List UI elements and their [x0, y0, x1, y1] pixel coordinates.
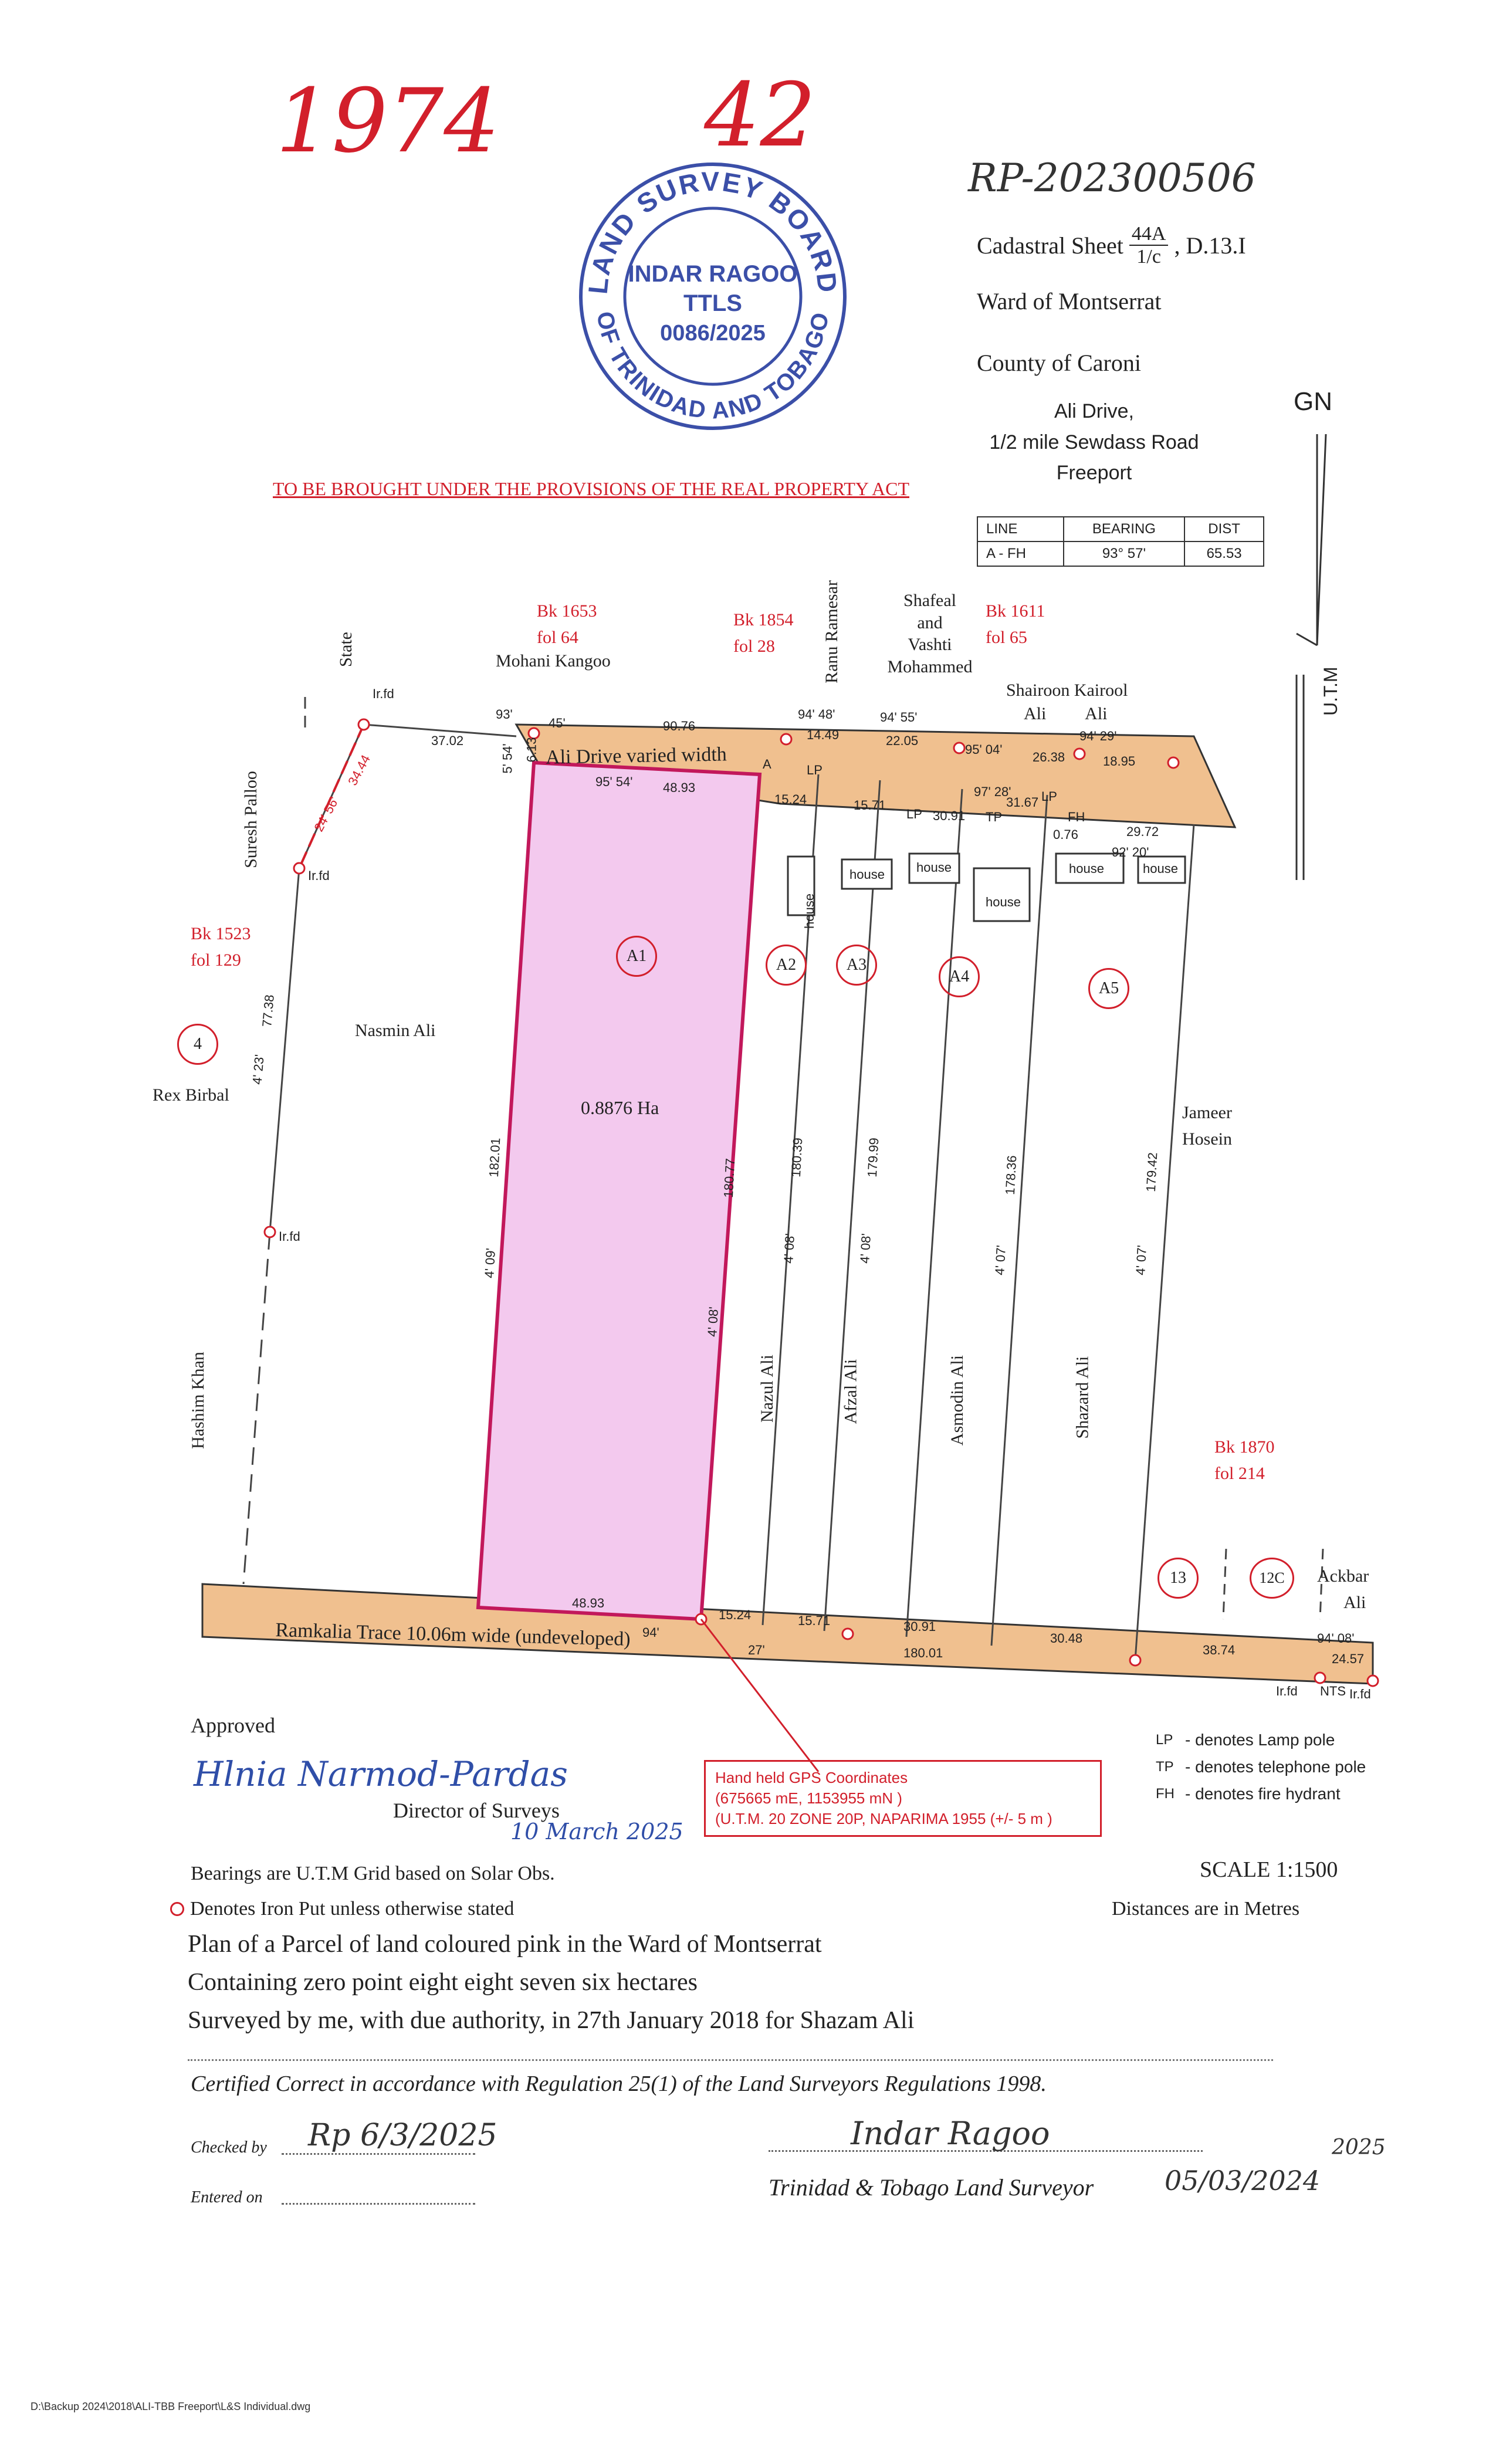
dim-label: 4' 08'	[705, 1306, 721, 1338]
stamp-reg: 0086/2025	[660, 321, 766, 346]
distances-note: Distances are in Metres	[1112, 1898, 1300, 1920]
label-shafeal: and	[917, 612, 943, 632]
dim-label: 45'	[549, 716, 566, 730]
label-asmodin: Asmodin Ali	[947, 1355, 967, 1446]
dim-label: 31.67	[1006, 795, 1039, 810]
dim-label: 77.38	[259, 994, 277, 1028]
dim-label: 95' 54'	[595, 774, 633, 789]
dim-label: 29.72	[1126, 824, 1159, 839]
dim-label: 15.71	[854, 798, 886, 813]
label-shafeal: Mohammed	[887, 656, 973, 676]
dim-label: 93'	[496, 707, 513, 722]
point-a-label: A	[763, 757, 771, 771]
checked-by-signature: Rp 6/3/2025	[308, 2118, 497, 2153]
label-shazard: Shazard Ali	[1072, 1356, 1092, 1439]
bearing-table-cell: A - FH	[977, 541, 1064, 566]
label-bk1870: Bk 1870	[1214, 1437, 1275, 1457]
legend-text: - denotes fire hydrant	[1185, 1785, 1341, 1803]
dim-label: 180.01	[903, 1646, 943, 1660]
label-fol65: fol 65	[986, 628, 1027, 647]
legend-item-telephone-pole	[1156, 1758, 1366, 1776]
dim-label: 14.49	[807, 727, 840, 742]
dim-label: 5' 54'	[500, 743, 515, 774]
dim-label: 24.57	[1332, 1651, 1365, 1666]
label-ackbar: Ackbar	[1317, 1566, 1369, 1586]
parcel-id-a1: A1	[616, 936, 657, 977]
label-fol64: fol 64	[537, 628, 578, 647]
dim-label: 6.13	[524, 737, 539, 763]
label-house: house	[986, 895, 1021, 909]
label-irfd: Ir.fd	[1276, 1684, 1298, 1698]
stamp-ring-bottom: OF TRINIDAD AND TOBAGO	[591, 309, 834, 424]
north-arrow	[1297, 434, 1326, 880]
label-house: house	[849, 867, 885, 882]
dim-label: 180.39	[788, 1137, 805, 1178]
dim-label: 27'	[748, 1643, 765, 1657]
dim-label: 4' 09'	[482, 1247, 498, 1279]
dim-label: 4' 08'	[857, 1233, 874, 1264]
real-property-notice: TO BE BROUGHT UNDER THE PROVISIONS OF THE REAL PROPERTY ACT	[273, 478, 909, 499]
label-hashim: Hashim Khan	[188, 1352, 208, 1449]
dim-label: 180.77	[720, 1157, 738, 1199]
bearing-table-header-line: LINE	[977, 517, 1064, 541]
bearing-table-header-dist: DIST	[1184, 517, 1264, 541]
legend-item-fire-hydrant	[1156, 1785, 1366, 1803]
dim-label: 94' 48'	[798, 707, 835, 722]
label-irfd: Ir.fd	[308, 868, 330, 883]
parcel-id-4: 4	[177, 1024, 218, 1065]
dim-label: 30.91	[933, 808, 966, 823]
fire-hydrant-icon: FH	[1156, 1786, 1175, 1802]
plan-description-2: Containing zero point eight eight seven six hectares	[188, 1969, 698, 1996]
dim-label: 48.93	[663, 780, 696, 795]
dim-label: 94'	[642, 1625, 659, 1640]
label-ramkalia: Ramkalia Trace 10.06m wide (undeveloped)	[275, 1619, 631, 1650]
dim-label: 4' 07'	[992, 1244, 1008, 1276]
utm-label: U.T.M	[1320, 666, 1341, 716]
dim-label: 4' 07'	[1133, 1244, 1149, 1276]
plan-description-3: Surveyed by me, with due authority, in 27th January 2018 for Shazam Ali	[188, 2007, 915, 2034]
parcel-id-a5: A5	[1088, 968, 1129, 1009]
dim-label: 178.36	[1002, 1155, 1020, 1196]
label-house: house	[801, 893, 817, 929]
cadastral-sheet-label: Cadastral Sheet	[977, 232, 1123, 259]
label-bk1611: Bk 1611	[986, 601, 1045, 621]
label-ali-drive: Ali Drive varied width	[545, 743, 727, 769]
label-shairoon: Shairoon Kairool	[1006, 681, 1128, 700]
gps-coords: (675665 mE, 1153955 mN )	[715, 1789, 902, 1808]
cadastral-sheet-suffix: , D.13.I	[1174, 232, 1246, 259]
dim-label: 15.71	[798, 1613, 831, 1628]
address-line-3: Freeport	[1056, 462, 1132, 485]
label-afzal: Afzal Ali	[841, 1359, 861, 1424]
stamp-name: INDAR RAGOO	[628, 261, 798, 287]
legend-text: - denotes Lamp pole	[1185, 1731, 1335, 1749]
dim-label: 95' 04'	[965, 742, 1003, 757]
legend-item-lamp-pole	[1156, 1731, 1366, 1749]
lamp-pole-label: LP	[807, 763, 823, 777]
address-line-1: Ali Drive,	[1054, 400, 1135, 422]
parcel-boundaries	[243, 692, 1323, 1660]
dim-label: 4' 08'	[781, 1233, 797, 1264]
dim-label: 94' 55'	[880, 710, 918, 725]
label-house: house	[1143, 861, 1178, 876]
cadastral-sheet-den: 1/c	[1136, 246, 1161, 268]
dim-label-red: 24' 56'	[311, 794, 342, 834]
label-irfd: Ir.fd	[279, 1229, 300, 1244]
houses	[788, 854, 1185, 921]
scale-label: SCALE 1:1500	[1200, 1857, 1338, 1882]
bearing-table-header-bearing: BEARING	[1064, 517, 1185, 541]
address-line-2: 1/2 mile Sewdass Road	[989, 431, 1199, 453]
label-shafeal: Shafeal	[903, 591, 956, 610]
label-state: State	[336, 632, 356, 667]
label-bk1653: Bk 1653	[537, 601, 597, 621]
symbol-legend	[1156, 1731, 1366, 1803]
dim-label: 94' 29'	[1079, 729, 1117, 743]
dim-label-red: 34.44	[345, 752, 374, 788]
telephone-pole-label: TP	[986, 810, 1003, 824]
dim-label: 37.02	[431, 733, 464, 748]
checked-by-label: Checked by	[191, 2138, 267, 2157]
surveyor-date: 05/03/2024	[1165, 2165, 1321, 2196]
gps-datum: (U.T.M. 20 ZONE 20P, NAPARIMA 1955 (+/- 5 m )	[715, 1810, 1052, 1828]
director-signature: Hlnia Narmod-Pardas	[194, 1754, 568, 1794]
drawing-file-path: D:\Backup 2024\2018\ALI-TBB Freeport\L&S Individual.dwg	[31, 2401, 311, 2412]
label-bk1854: Bk 1854	[733, 610, 794, 629]
iron-pins	[265, 719, 1378, 1686]
dim-label: 94' 08'	[1317, 1631, 1355, 1646]
label-mohani: Mohani Kangoo	[496, 651, 611, 671]
dim-label: 30.48	[1050, 1631, 1083, 1646]
label-nasmin: Nasmin Ali	[355, 1021, 436, 1040]
label-ranu: Ranu Ramesar	[821, 580, 841, 683]
bearing-table-cell: 65.53	[1184, 541, 1264, 566]
dim-label: 4' 23'	[249, 1054, 267, 1085]
entered-on-label: Entered on	[191, 2188, 263, 2206]
bearings-note: Bearings are U.T.M Grid based on Solar Obs.	[191, 1863, 555, 1884]
rp-number: RP-202300506	[968, 155, 1256, 201]
dim-label: 179.42	[1143, 1152, 1160, 1193]
reference-number-center: 42	[704, 65, 816, 167]
dim-label: 30.91	[903, 1619, 936, 1634]
label-ackbar: Ali	[1343, 1593, 1366, 1612]
parcel-id-a2: A2	[766, 945, 807, 986]
gps-coordinates-note	[704, 1760, 1102, 1837]
parcel-id-a4: A4	[939, 956, 980, 997]
label-shafeal-block	[880, 590, 980, 678]
parcel-area: 0.8876 Ha	[581, 1097, 659, 1118]
label-rex: Rex Birbal	[153, 1085, 229, 1105]
ward-name: Ward of Montserrat	[977, 288, 1162, 314]
label-irfd: Ir.fd	[1349, 1687, 1371, 1701]
lamp-pole-icon: LP	[1156, 1732, 1173, 1748]
director-date: 10 March 2025	[510, 1819, 683, 1844]
dim-label: 92' 20'	[1112, 845, 1149, 859]
label-fol28: fol 28	[733, 637, 775, 656]
dim-label: 90.76	[663, 719, 696, 733]
dim-label: 38.74	[1203, 1643, 1236, 1657]
dim-label: 97' 28'	[974, 784, 1011, 799]
checked-by-line	[282, 2153, 475, 2155]
label-bk1523: Bk 1523	[191, 924, 251, 943]
section-divider	[188, 2059, 1273, 2061]
label-shairoon: Ali Ali	[1024, 704, 1108, 723]
surveyor-date-correction: 2025	[1332, 2135, 1386, 2160]
fire-hydrant-label: FH	[1068, 810, 1085, 824]
label-shafeal: Vashti	[908, 635, 952, 654]
label-fol214: fol 214	[1214, 1464, 1265, 1483]
label-jameer: Jameer	[1182, 1103, 1232, 1122]
telephone-pole-icon: TP	[1156, 1759, 1174, 1775]
dim-label: 15.24	[719, 1607, 752, 1622]
director-label: Director of Surveys	[393, 1799, 560, 1822]
legend-text: - denotes telephone pole	[1185, 1758, 1366, 1776]
dim-label: 15.24	[774, 792, 807, 807]
surveyor-signature: Indar Ragoo	[851, 2115, 1050, 2152]
approved-label: Approved	[191, 1714, 275, 1737]
dim-label: 48.93	[572, 1596, 605, 1610]
dim-label: 22.05	[886, 733, 919, 748]
bearing-table-cell: 93° 57'	[1064, 541, 1185, 566]
iron-pin-note	[170, 1898, 514, 1920]
gps-title: Hand held GPS Coordinates	[715, 1769, 908, 1786]
entered-on-line	[282, 2203, 475, 2205]
stamp-ring-top: LAND SURVEY BOARD	[582, 165, 844, 296]
label-suresh: Suresh Palloo	[241, 771, 260, 868]
plan-description-1: Plan of a Parcel of land coloured pink in the Ward of Montserrat	[188, 1931, 822, 1958]
parcel-id-a3: A3	[836, 945, 877, 986]
dim-label: 179.99	[864, 1137, 882, 1178]
dim-label: 26.38	[1033, 750, 1065, 764]
label-nazul: Nazul Ali	[757, 1355, 777, 1423]
county-name: County of Caroni	[977, 350, 1141, 376]
dim-label: 18.95	[1103, 754, 1136, 769]
parcel-id-13: 13	[1157, 1558, 1199, 1599]
dim-label: 0.76	[1053, 827, 1078, 842]
iron-pin-text: Denotes Iron Put unless otherwise stated	[190, 1898, 515, 1920]
surveyor-label: Trinidad & Tobago Land Surveyor	[769, 2174, 1094, 2201]
lamp-pole-label: LP	[1041, 789, 1057, 804]
label-nts: NTS	[1320, 1684, 1346, 1698]
label-irfd: Ir.fd	[373, 686, 394, 701]
certification-statement: Certified Correct in accordance with Regulation 25(1) of the Land Surveyors Regulations 1998.	[191, 2072, 1047, 2096]
parcel-id-12c: 12C	[1250, 1558, 1294, 1599]
cadastral-sheet-num: 44A	[1129, 223, 1169, 246]
reference-number-left: 1974	[276, 70, 500, 172]
grid-north-label: GN	[1294, 387, 1332, 416]
dim-label: 182.01	[486, 1137, 503, 1178]
lamp-pole-label: LP	[906, 807, 922, 821]
label-house: house	[916, 860, 952, 875]
stamp-title: TTLS	[683, 290, 742, 316]
iron-pin-icon	[170, 1902, 184, 1916]
label-fol129: fol 129	[191, 950, 241, 970]
label-jameer: Hosein	[1182, 1129, 1232, 1149]
parcel-a1-pink	[478, 763, 760, 1619]
label-house: house	[1069, 861, 1104, 876]
